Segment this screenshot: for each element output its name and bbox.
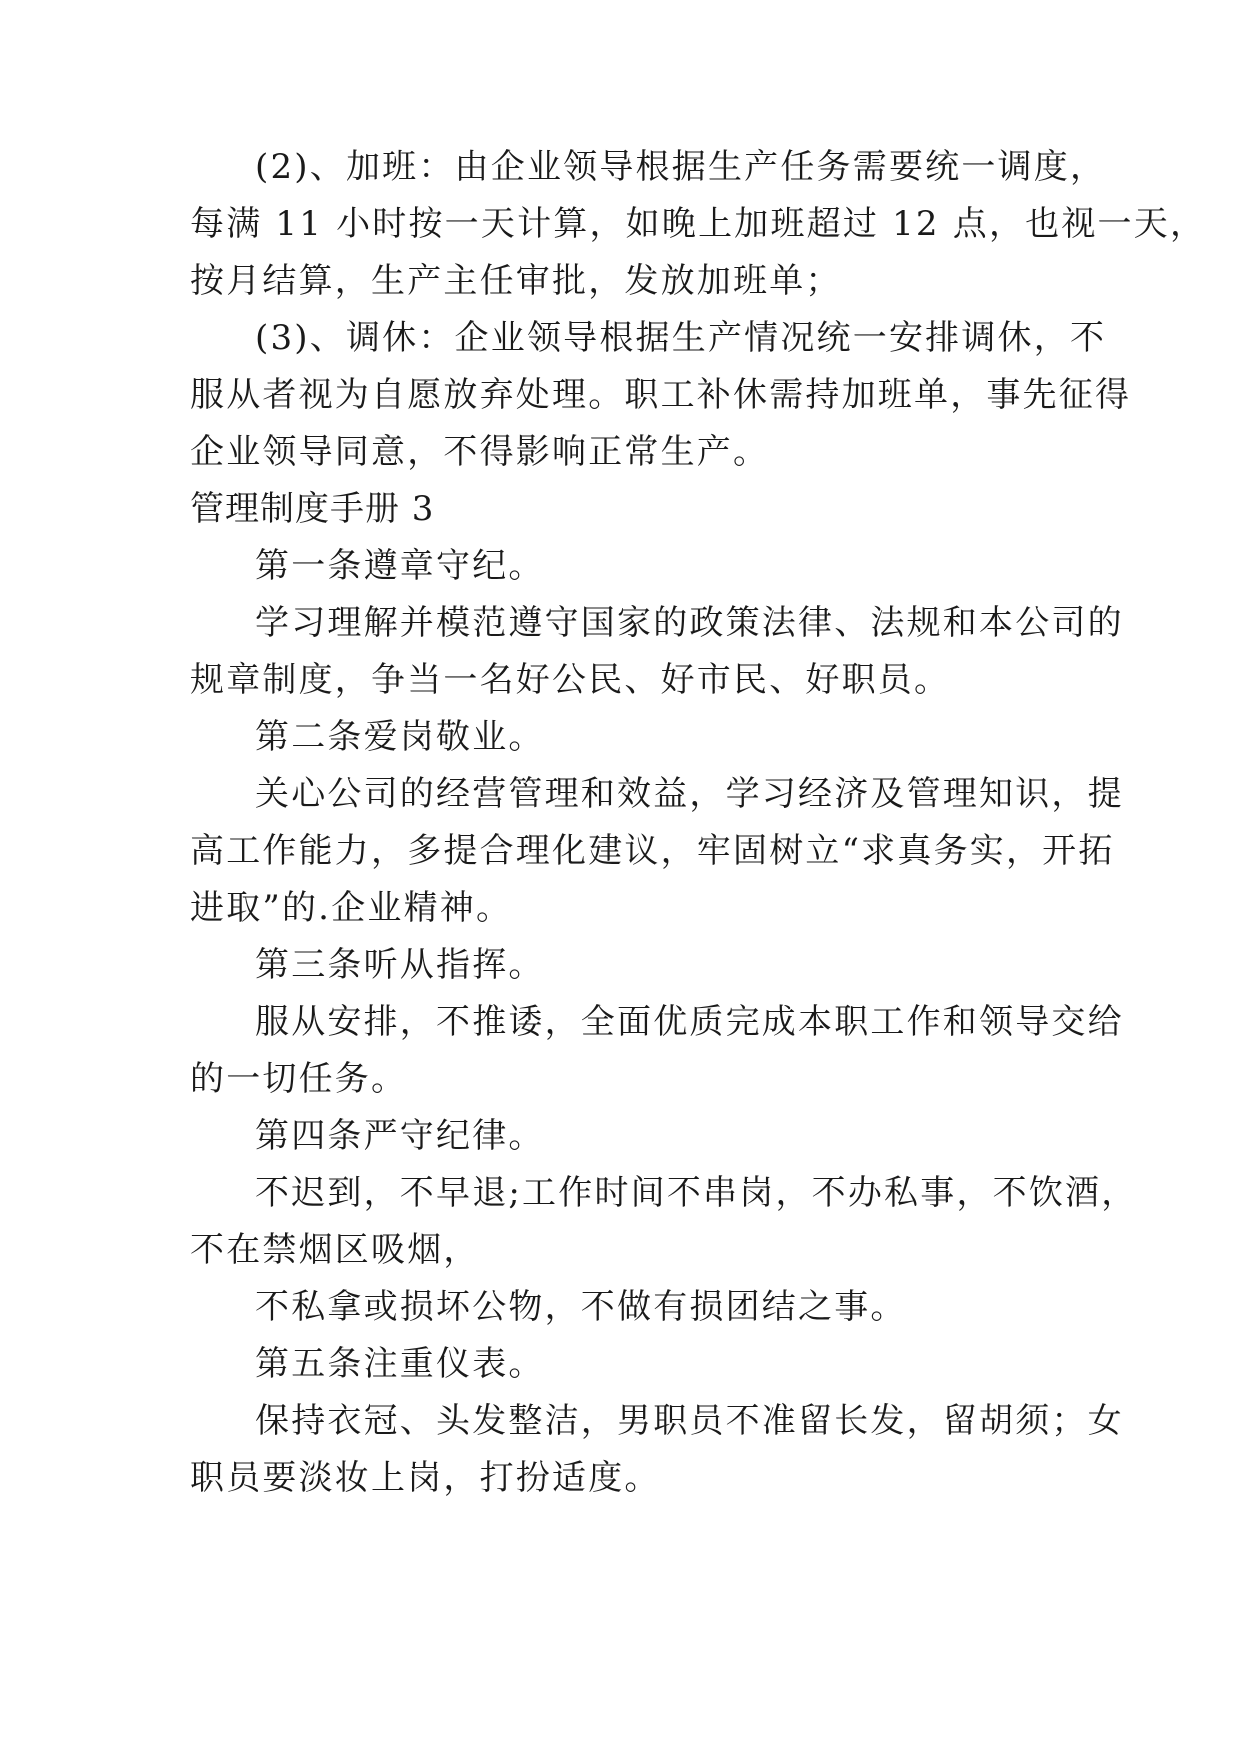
paragraph-line: (2)、加班：由企业领导根据生产任务需要统一调度， [255,147,1107,187]
paragraph-line: 不私拿或损坏公物，不做有损团结之事。 [255,1287,907,1327]
article-title: 第二条爱岗敬业。 [255,717,545,757]
paragraph-line: 服从安排，不推诿，全面优质完成本职工作和领导交给 [255,1002,1124,1042]
article-title: 第四条严守纪律。 [255,1116,545,1156]
paragraph-line: 不迟到，不早退;工作时间不串岗，不办私事，不饮酒， [255,1173,1138,1213]
paragraph-line: (3)、调休：企业领导根据生产情况统一安排调休，不 [255,318,1107,358]
article-title: 第一条遵章守纪。 [255,546,545,586]
paragraph-line: 高工作能力，多提合理化建议，牢固树立“求真务实，开拓 [190,831,1115,871]
article-title: 第三条听从指挥。 [255,945,545,985]
paragraph-line: 保持衣冠、头发整洁，男职员不准留长发，留胡须；女 [255,1401,1124,1441]
paragraph-line: 每满 11 小时按一天计算，如晚上加班超过 12 点，也视一天， [190,204,1207,244]
paragraph-line: 按月结算，生产主任审批，发放加班单； [190,261,842,301]
paragraph-line: 服从者视为自愿放弃处理。职工补休需持加班单，事先征得 [190,375,1132,415]
paragraph-line: 企业领导同意，不得影响正常生产。 [190,432,770,472]
section-heading: 管理制度手册 3 [190,489,435,529]
paragraph-line: 职员要淡妆上岗，打扮适度。 [190,1458,661,1498]
paragraph-line: 进取”的.企业精神。 [190,888,513,928]
paragraph-line: 不在禁烟区吸烟， [190,1230,480,1270]
paragraph-line: 学习理解并模范遵守国家的政策法律、法规和本公司的 [255,603,1124,643]
paragraph-line: 的一切任务。 [190,1059,408,1099]
paragraph-line: 规章制度，争当一名好公民、好市民、好职员。 [190,660,951,700]
article-title: 第五条注重仪表。 [255,1344,545,1384]
paragraph-line: 关心公司的经营管理和效益，学习经济及管理知识，提 [255,774,1124,814]
